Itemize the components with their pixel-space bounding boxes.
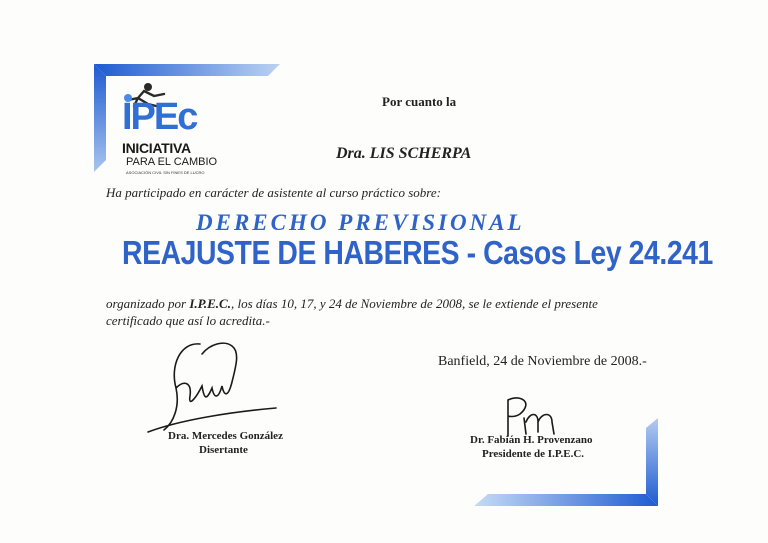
logo-brand: IPEc xyxy=(122,96,197,138)
body-line-1 xyxy=(106,296,598,312)
signer-left-name: Dra. Mercedes González xyxy=(168,430,283,442)
ipec-logo xyxy=(112,82,222,182)
recipient-name: Dra. LIS SCHERPA xyxy=(336,145,472,162)
signer-left-role: Disertante xyxy=(199,444,248,456)
signature-left xyxy=(140,336,290,436)
logo-line-cambio: PARA EL CAMBIO xyxy=(126,156,218,168)
body-line-2: certificado que así lo acredita.- xyxy=(106,313,270,328)
body-line-1-post: , los días 10, 17, y 24 de Noviembre de 2008, se le extiende el presente xyxy=(230,296,598,311)
course-subtitle: REAJUSTE DE HABERES - Casos Ley 24.241 xyxy=(122,234,713,271)
por-cuanto-text: Por cuanto la xyxy=(382,94,457,109)
body-line-1-pre: organizado por xyxy=(106,296,190,311)
organizer-name: I.P.E.C. xyxy=(189,296,231,311)
course-title: DERECHO PREVISIONAL xyxy=(196,210,525,235)
signer-right-role: Presidente de I.P.E.C. xyxy=(482,448,585,460)
signer-right-name: Dr. Fabián H. Provenzano xyxy=(470,434,593,446)
intro-text: Ha participado en carácter de asistente al curso práctico sobre: xyxy=(106,185,441,200)
logo-line-iniciativa: INICIATIVA xyxy=(122,140,191,156)
place-date: Banfield, 24 de Noviembre de 2008.- xyxy=(438,354,647,369)
logo-line-asociacion: ASOCIACIÓN CIVIL SIN FINES DE LUCRO xyxy=(126,170,205,175)
